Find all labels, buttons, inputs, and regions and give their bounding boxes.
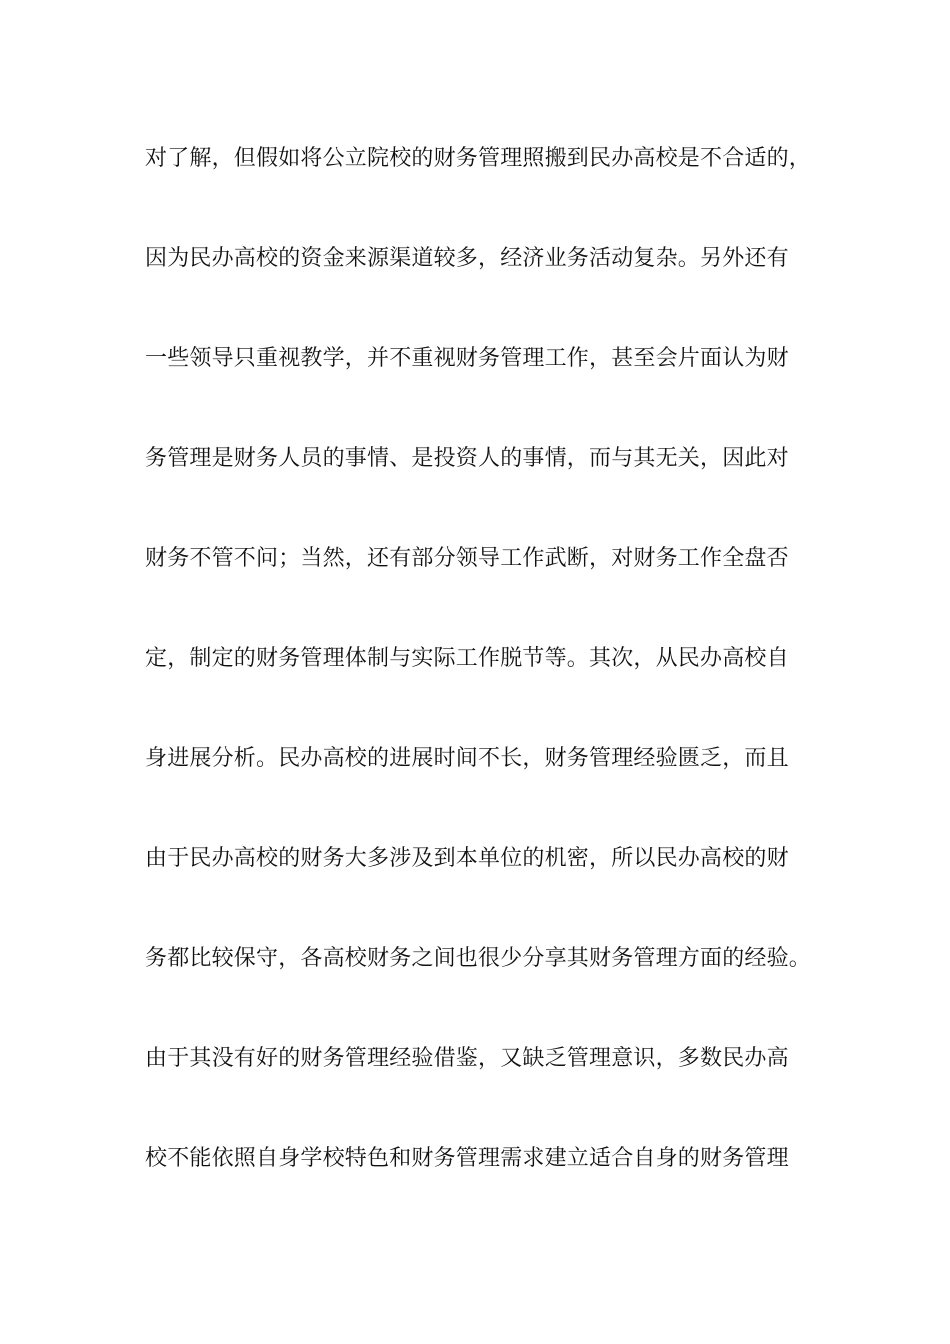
text-line: 因为民办高校的资金来源渠道较多，经济业务活动复杂。另外还有 <box>145 246 789 271</box>
text-line: 身进展分析。民办高校的进展时间不长，财务管理经验匮乏，而且 <box>145 746 789 771</box>
body-text <box>145 129 825 1229</box>
text-line: 校不能依照自身学校特色和财务管理需求建立适合自身的财务管理 <box>145 1146 789 1171</box>
text-line: 定，制定的财务管理体制与实际工作脱节等。其次，从民办高校自 <box>145 646 789 671</box>
text-line: 财务不管不问；当然，还有部分领导工作武断，对财务工作全盘否 <box>145 546 789 571</box>
text-line: 对了解，但假如将公立院校的财务管理照搬到民办高校是不合适的， <box>145 146 812 171</box>
text-line: 务管理是财务人员的事情、是投资人的事情，而与其无关，因此对 <box>145 446 789 471</box>
text-line: 务都比较保守，各高校财务之间也很少分享其财务管理方面的经验。 <box>145 946 812 971</box>
text-line: 由于民办高校的财务大多涉及到本单位的机密，所以民办高校的财 <box>145 846 789 871</box>
text-line: 一些领导只重视教学，并不重视财务管理工作，甚至会片面认为财 <box>145 346 789 371</box>
text-line: 由于其没有好的财务管理经验借鉴，又缺乏管理意识，多数民办高 <box>145 1046 789 1071</box>
